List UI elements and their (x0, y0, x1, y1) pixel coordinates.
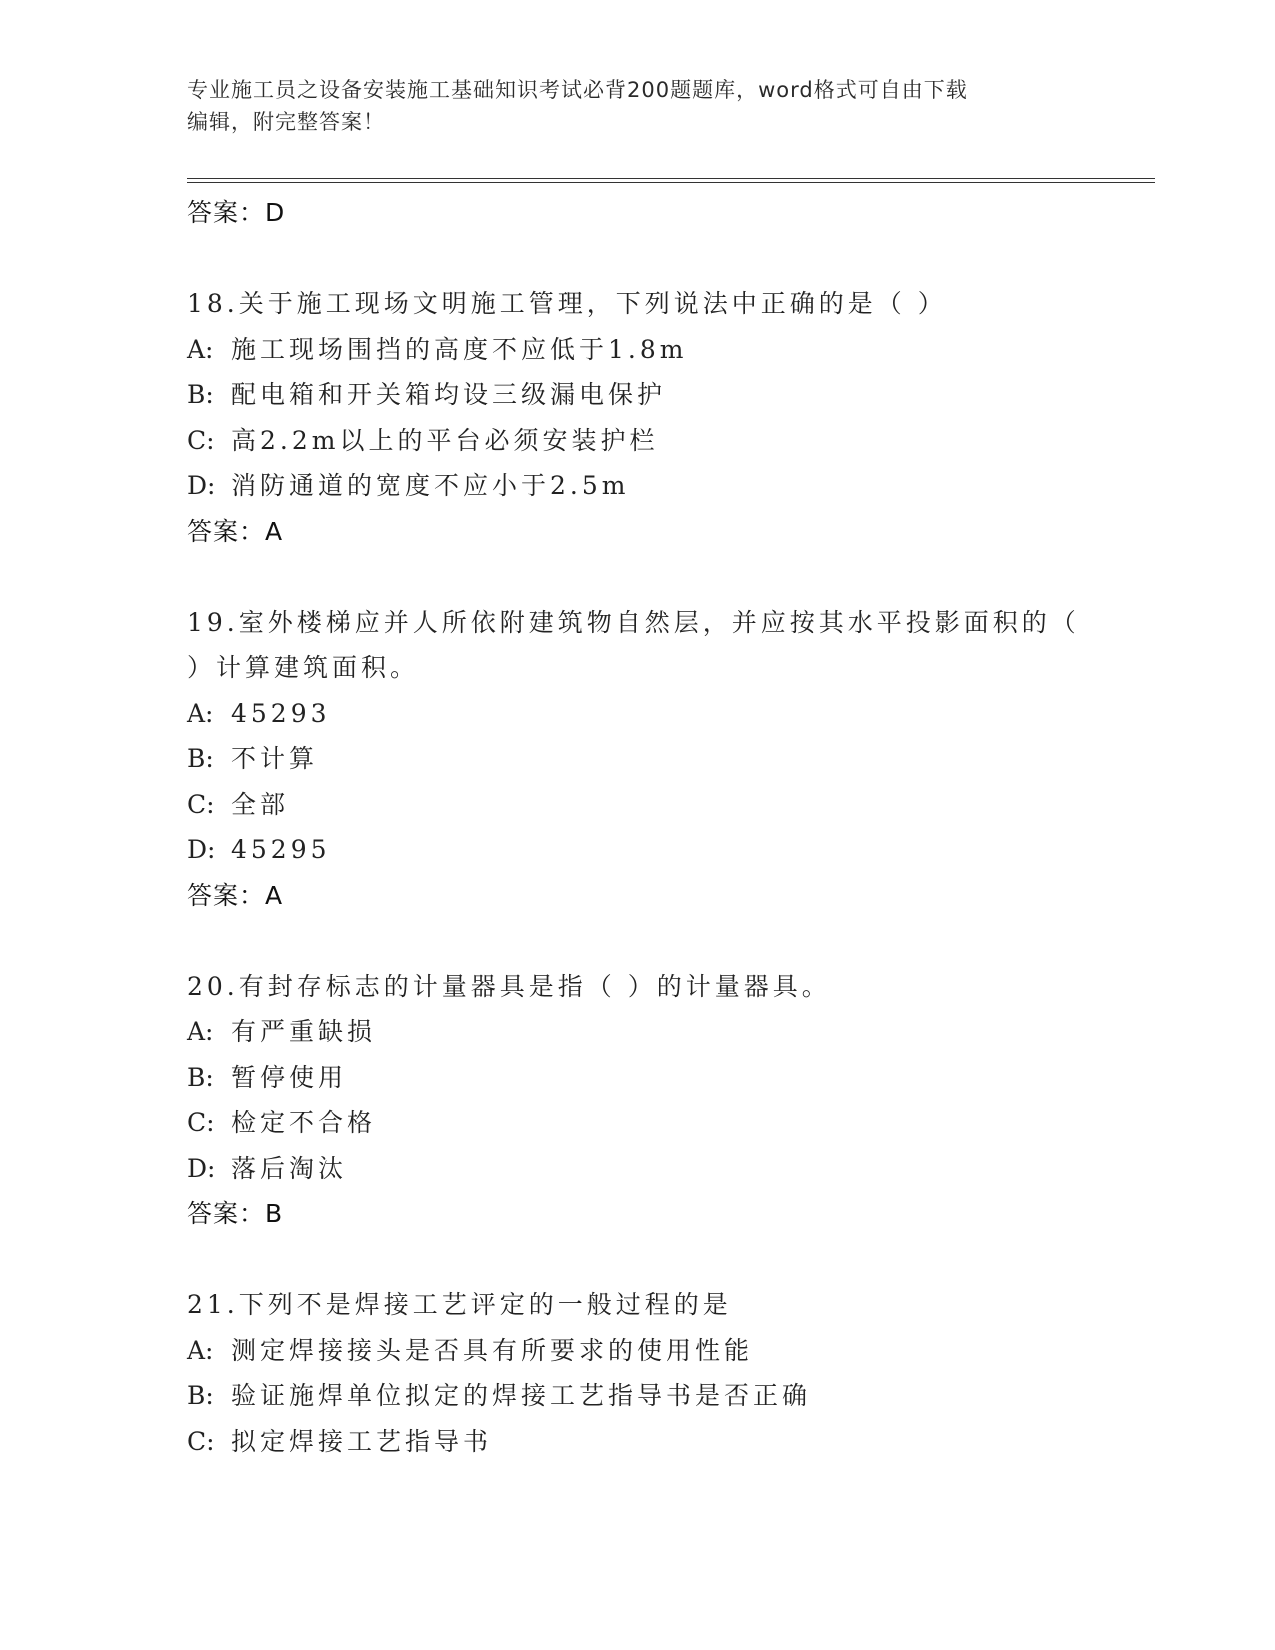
option-a (187, 1328, 1087, 1374)
option-letter: B: (187, 380, 214, 409)
option-letter: D: (187, 471, 216, 500)
option-letter: D: (187, 1153, 216, 1183)
option-a (187, 1009, 1087, 1055)
option-text: 检定不合格 (231, 1108, 377, 1137)
option-text: 测定焊接接头是否具有所要求的使用性能 (231, 1335, 754, 1365)
option-letter: C: (187, 1426, 215, 1456)
option-letter: A: (187, 1017, 214, 1046)
option-text: 不计算 (231, 744, 319, 773)
option-text: 配电箱和开关箱均设三级漏电保护 (231, 380, 667, 409)
question-list (187, 190, 1087, 1464)
option-a (187, 327, 1087, 373)
question-text: 21.下列不是焊接工艺评定的一般过程的是 (187, 1290, 732, 1319)
option-text: 有严重缺损 (231, 1017, 377, 1046)
option-text: 全部 (231, 789, 290, 819)
answer-line: 答案：B (187, 1199, 284, 1228)
option-letter: A: (187, 698, 214, 728)
option-c (187, 1419, 1087, 1465)
option-letter: C: (187, 789, 215, 819)
option-text: 暂停使用 (231, 1062, 348, 1092)
option-text: 施工现场围挡的高度不应低于1.8m (231, 334, 688, 364)
question-text: 19.室外楼梯应并人所依附建筑物自然层，并应按其水平投影面积的（ (187, 607, 1080, 637)
question-block (187, 1282, 1087, 1464)
option-c (187, 1100, 1087, 1146)
option-text: 45295 (231, 835, 331, 864)
question-block (187, 600, 1087, 919)
header-line-2: 编辑，附完整答案！ (187, 110, 385, 134)
spacer (187, 919, 1087, 964)
option-text: 验证施焊单位拟定的焊接工艺指导书是否正确 (231, 1381, 812, 1410)
spacer (187, 555, 1087, 600)
page-header (187, 74, 1087, 138)
option-text: 高2.2m以上的平台必须安装护栏 (231, 425, 659, 455)
option-b (187, 372, 1087, 418)
option-letter: B: (187, 1381, 214, 1410)
question-block (187, 964, 1087, 1238)
option-letter: C: (187, 425, 215, 455)
header-line-1: 专业施工员之设备安装施工基础知识考试必背200题题库，word格式可自由下载 (187, 78, 968, 102)
option-d (187, 1146, 1087, 1192)
option-b (187, 736, 1087, 782)
option-a (187, 691, 1087, 737)
option-letter: B: (187, 1062, 214, 1092)
option-text: 拟定焊接工艺指导书 (231, 1426, 493, 1456)
spacer (187, 236, 1087, 281)
option-letter: C: (187, 1108, 215, 1137)
option-c (187, 418, 1087, 464)
option-b (187, 1373, 1087, 1419)
header-divider (187, 178, 1155, 183)
option-text: 落后淘汰 (231, 1153, 348, 1183)
question-text: 18.关于施工现场文明施工管理，下列说法中正确的是（ ） (187, 289, 947, 318)
option-c (187, 782, 1087, 828)
answer-line: 答案：D (187, 198, 286, 227)
answer-line: 答案：A (187, 880, 284, 910)
option-b (187, 1055, 1087, 1101)
option-d (187, 827, 1087, 873)
option-text: 消防通道的宽度不应小于2.5m (231, 471, 630, 500)
question-text: 20.有封存标志的计量器具是指（ ）的计量器具。 (187, 971, 831, 1001)
question-text-continued: ）计算建筑面积。 (187, 653, 420, 682)
option-letter: B: (187, 744, 214, 773)
option-letter: D: (187, 835, 216, 864)
spacer (187, 1237, 1087, 1282)
answer-line: 答案：A (187, 516, 284, 546)
option-letter: A: (187, 1335, 214, 1365)
question-block (187, 281, 1087, 555)
option-text: 45293 (231, 698, 331, 728)
option-d (187, 463, 1087, 509)
option-letter: A: (187, 334, 214, 364)
